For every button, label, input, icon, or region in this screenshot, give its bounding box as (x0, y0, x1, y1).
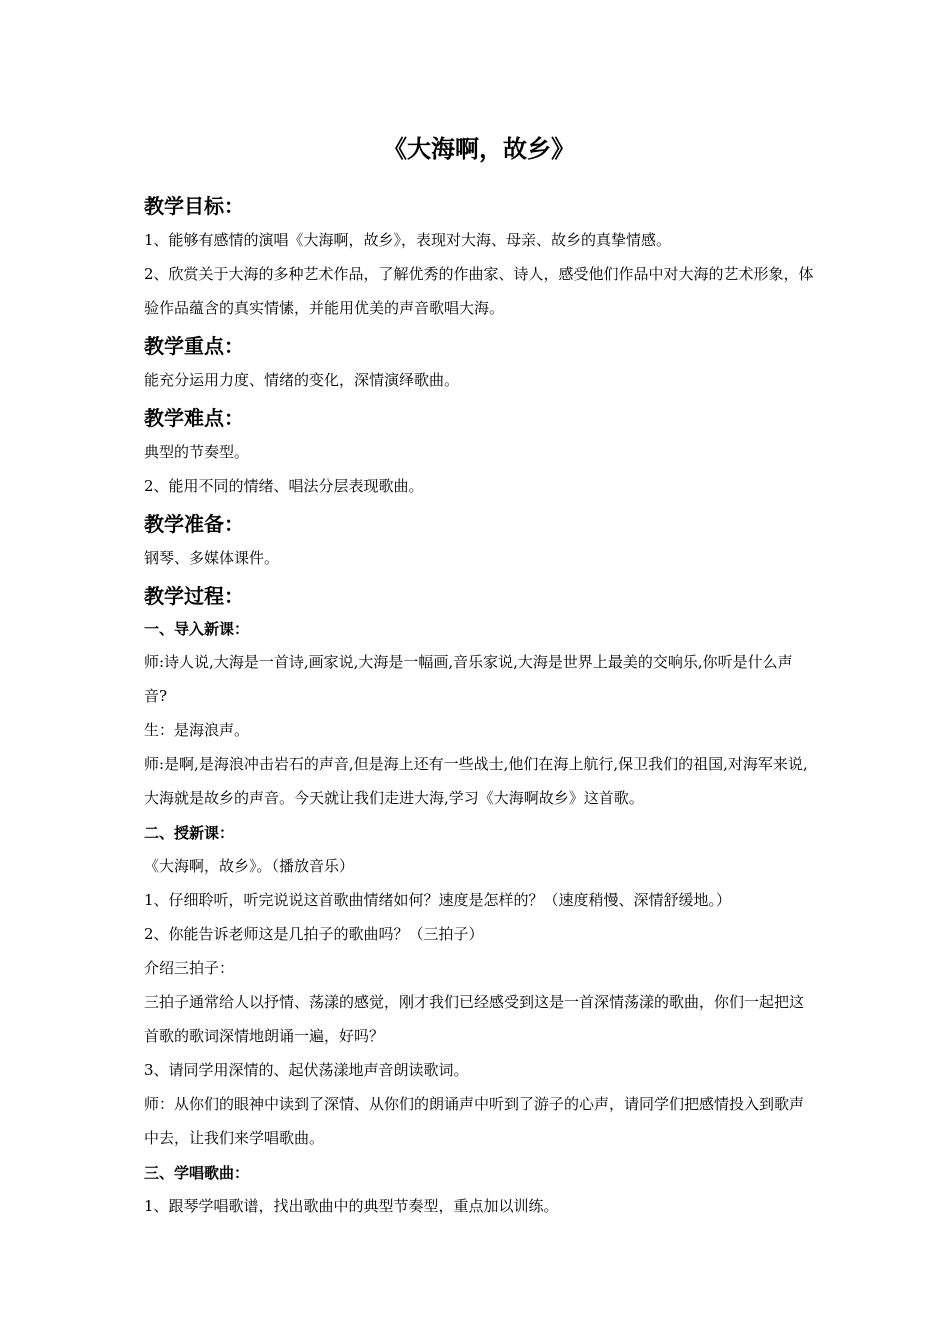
difficulty-item: 典型的节奏型。 (144, 443, 250, 461)
difficulty-item: 2、能用不同的情绪、唱法分层表现歌曲。 (144, 477, 424, 495)
paragraph: 2、你能告诉老师这是几拍子的歌曲吗？（三拍子） (144, 925, 484, 943)
document-body (144, 132, 814, 1223)
paragraph: 师:诗人说,大海是一首诗,画家说,大海是一幅画,音乐家说,大海是世界上最美的交响乐,你听是什么声音? (144, 653, 793, 705)
paragraph: 三拍子通常给人以抒情、荡漾的感觉，刚才我们已经感受到这是一首深情荡漾的歌曲，你们一起把这首歌的歌词深情地朗诵一遍，好吗？ (144, 993, 805, 1045)
paragraph: 师：从你们的眼神中读到了深情、从你们的朗诵声中听到了游子的心声，请同学们把感情投入到歌声中去，让我们来学唱歌曲。 (144, 1095, 805, 1147)
paragraph: 介绍三拍子： (144, 959, 235, 977)
paragraph: 师:是啊,是海浪冲击岩石的声音,但是海上还有一些战士,他们在海上航行,保卫我们的祖国,对海军来说,大海就是故乡的声音。今天就让我们走进大海,学习《大海啊故乡》这首歌。 (144, 755, 808, 807)
paragraph: 《大海啊，故乡》。（播放音乐） (144, 857, 355, 875)
section-heading: 二、授新课： (144, 824, 235, 842)
goal-item: 1、能够有感情的演唱《大海啊，故乡》，表现对大海、母亲、故乡的真挚情感。 (144, 231, 672, 249)
difficulties-heading: 教学难点： (144, 406, 244, 430)
preparation-item: 钢琴、多媒体课件。 (144, 549, 280, 567)
document-title: 《大海啊，故乡》 (383, 135, 575, 163)
paragraph: 1、跟琴学唱歌谱，找出歌曲中的典型节奏型，重点加以训练。 (144, 1197, 559, 1215)
preparation-heading: 教学准备： (144, 512, 244, 536)
goals-heading: 教学目标： (144, 194, 244, 218)
paragraph: 1、仔细聆听，听完说说这首歌曲情绪如何？速度是怎样的？（速度稍慢、深情舒缓地。） (144, 891, 732, 909)
key-points-heading: 教学重点： (144, 334, 244, 358)
section-heading: 一、导入新课： (144, 620, 250, 638)
paragraph: 生：是海浪声。 (144, 721, 250, 739)
key-point-item: 能充分运用力度、情绪的变化，深情演绎歌曲。 (144, 371, 460, 389)
goal-item: 2、欣赏关于大海的多种艺术作品，了解优秀的作曲家、诗人，感受他们作品中对大海的艺术形象，体验作品蕴含的真实情愫，并能用优美的声音歌唱大海。 (144, 265, 814, 317)
section-heading: 三、学唱歌曲： (144, 1164, 250, 1182)
process-heading: 教学过程： (144, 584, 244, 608)
paragraph: 3、请同学用深情的、起伏荡漾地声音朗读歌词。 (144, 1061, 469, 1079)
